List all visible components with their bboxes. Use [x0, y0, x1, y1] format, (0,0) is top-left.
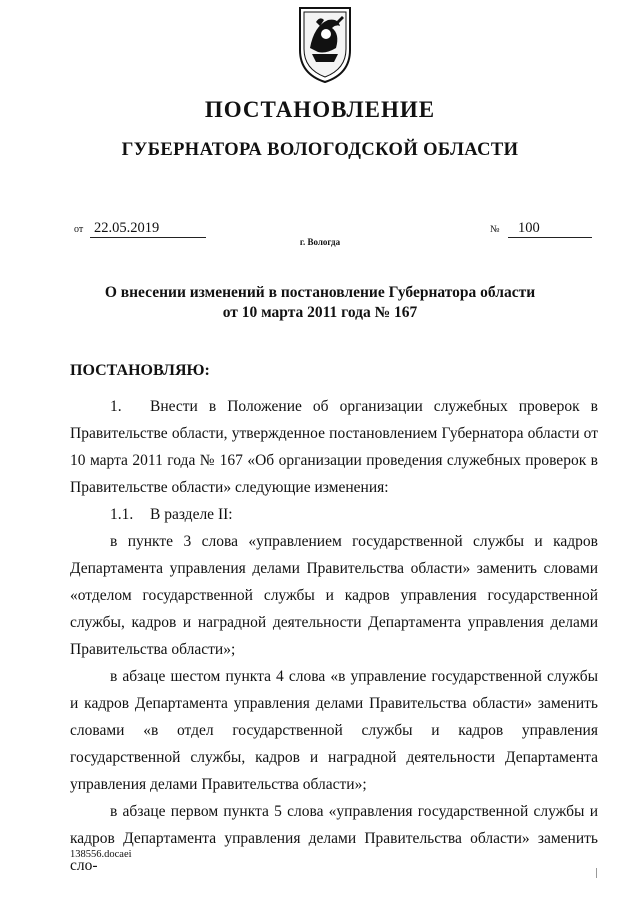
- scan-mark: [596, 868, 597, 878]
- paragraph-1: в пункте 3 слова «управлением государственной службы и кадров Департамента управления делами Правительства области» заменить словами «отделом государственной службы и кадров управления государственной службы, кадров и наградной деятельности Департамента управления делами Правительства области»;: [70, 533, 598, 658]
- item-1-1: [70, 501, 598, 528]
- item-1-number: 1.: [110, 398, 122, 415]
- date-label: от: [74, 224, 84, 235]
- item-1-1-number: 1.1.: [110, 506, 134, 523]
- file-id: 138556.docaei: [70, 849, 132, 860]
- decree-word: ПОСТАНОВЛЯЮ:: [70, 362, 210, 379]
- paragraph-3: в абзаце первом пункта 5 слова «управления государственной службы и кадров Департамента управления делами Правительства области» заменить сло-: [70, 803, 598, 874]
- document-issuer: ГУБЕРНАТОРА ВОЛОГОДСКОЙ ОБЛАСТИ: [121, 140, 519, 160]
- date-value: 22.05.2019: [90, 219, 206, 238]
- document-title: ПОСТАНОВЛЕНИЕ: [204, 97, 436, 122]
- item-1-text: Внести в Положение об организации служебных проверок в Правительстве области, утвержденное постановлением Губернатора области от 10 марта 2011 года № 167 «Об организации проведения служебных проверок в Правительстве области» следующие изменения:: [70, 398, 598, 496]
- document-subject: [0, 283, 640, 323]
- subject-line-2: от 10 марта 2011 года № 167: [222, 304, 418, 321]
- document-body: [70, 393, 598, 879]
- number-label: №: [490, 224, 500, 235]
- coat-of-arms-icon: [296, 4, 354, 86]
- city: г. Вологда: [299, 237, 341, 247]
- paragraph-2: в абзаце шестом пункта 4 слова «в управление государственной службы и кадров Департамента управления делами Правительства области» заменить словами «в отдел государственной службы и кадров управления государственной службы, кадров и наградной деятельности Департамента управления делами Правительства области»;: [70, 668, 598, 793]
- item-1-1-text: В разделе II:: [150, 506, 233, 523]
- number-value: 100: [508, 219, 592, 238]
- subject-line-1: О внесении изменений в постановление Губернатора области: [104, 284, 536, 301]
- item-1: [70, 393, 598, 501]
